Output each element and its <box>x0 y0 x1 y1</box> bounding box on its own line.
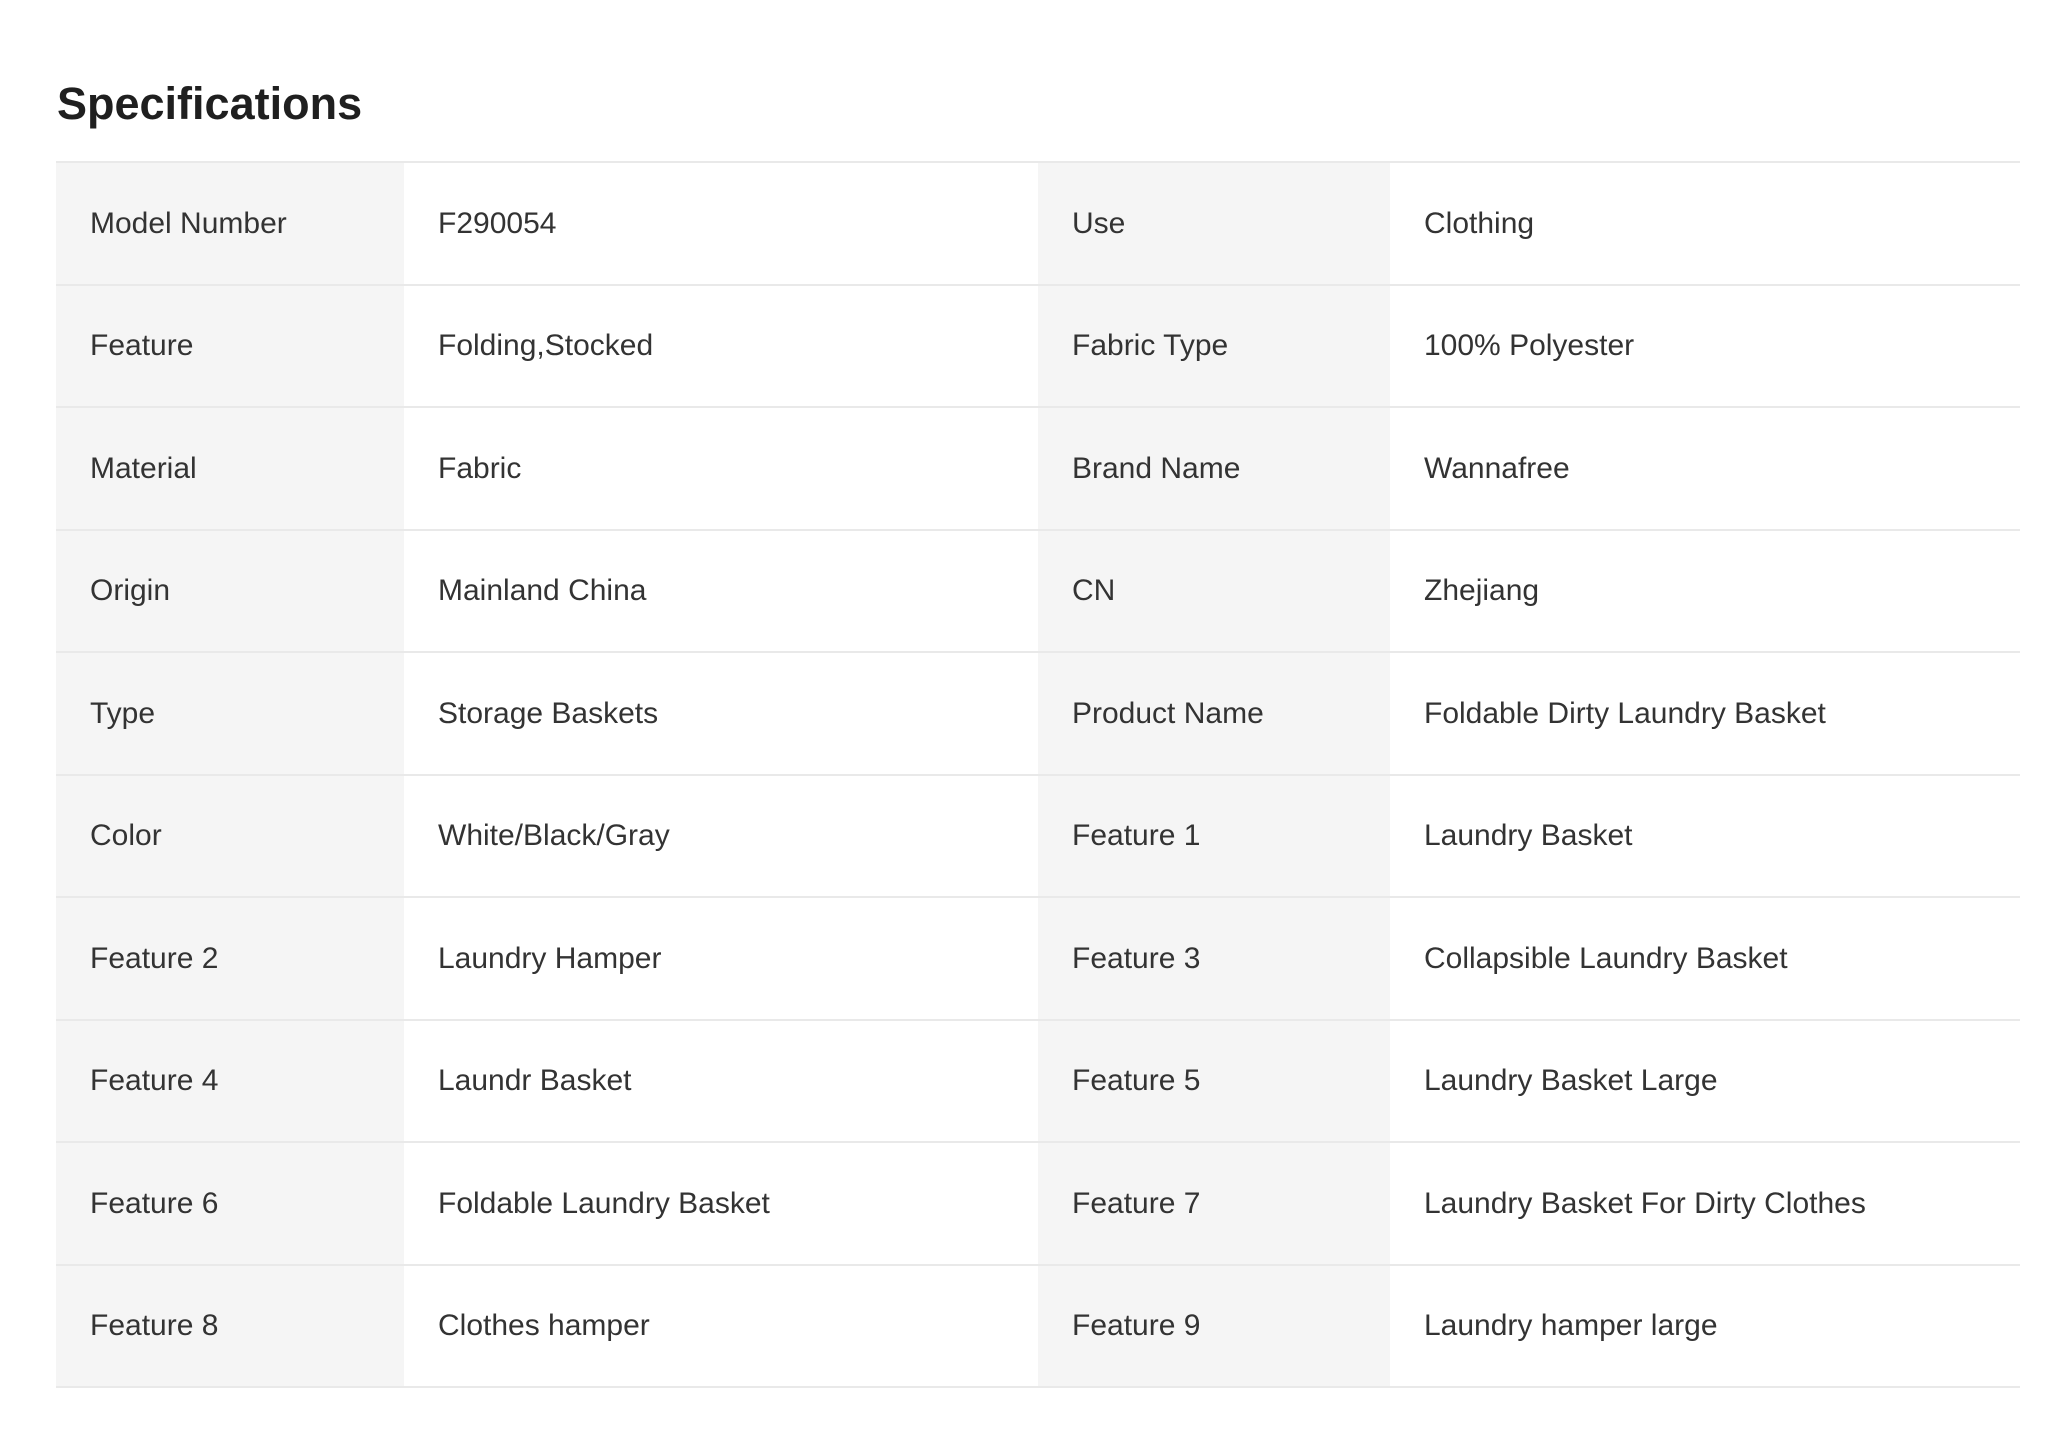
spec-value-cell: Laundry Basket For Dirty Clothes <box>1390 1143 2020 1264</box>
spec-row <box>56 408 2020 531</box>
spec-label-cell: Feature 9 <box>1038 1266 1390 1387</box>
spec-value-cell: Laundry Basket <box>1390 776 2020 897</box>
spec-value-cell: Mainland China <box>404 531 1038 652</box>
spec-row <box>56 531 2020 654</box>
spec-label-cell: Brand Name <box>1038 408 1390 529</box>
spec-value-cell: Clothes hamper <box>404 1266 1038 1387</box>
spec-value-cell: Laundry Basket Large <box>1390 1021 2020 1142</box>
spec-row <box>56 653 2020 776</box>
spec-value-cell: 100% Polyester <box>1390 286 2020 407</box>
spec-label-cell: Feature <box>56 286 404 407</box>
spec-label-cell: Feature 6 <box>56 1143 404 1264</box>
spec-value-cell: Laundr Basket <box>404 1021 1038 1142</box>
spec-value-cell: Collapsible Laundry Basket <box>1390 898 2020 1019</box>
spec-label-cell: Feature 8 <box>56 1266 404 1387</box>
spec-value-cell: Foldable Laundry Basket <box>404 1143 1038 1264</box>
spec-label-cell: Color <box>56 776 404 897</box>
spec-row <box>56 1021 2020 1144</box>
spec-label-cell: Model Number <box>56 163 404 284</box>
spec-value-cell: Laundry hamper large <box>1390 1266 2020 1387</box>
spec-value-cell: Fabric <box>404 408 1038 529</box>
spec-label-cell: Feature 5 <box>1038 1021 1390 1142</box>
spec-label-cell: Feature 3 <box>1038 898 1390 1019</box>
specifications-heading: Specifications <box>57 78 363 129</box>
specifications-table <box>56 161 2020 1388</box>
spec-label-cell: CN <box>1038 531 1390 652</box>
spec-row <box>56 1143 2020 1266</box>
spec-label-cell: Feature 2 <box>56 898 404 1019</box>
spec-label-cell: Feature 1 <box>1038 776 1390 897</box>
spec-row <box>56 163 2020 286</box>
spec-row <box>56 286 2020 409</box>
spec-value-cell: Zhejiang <box>1390 531 2020 652</box>
spec-label-cell: Feature 4 <box>56 1021 404 1142</box>
spec-row <box>56 898 2020 1021</box>
spec-row <box>56 776 2020 899</box>
spec-value-cell: F290054 <box>404 163 1038 284</box>
spec-label-cell: Material <box>56 408 404 529</box>
spec-label-cell: Origin <box>56 531 404 652</box>
spec-value-cell: Folding,Stocked <box>404 286 1038 407</box>
spec-label-cell: Type <box>56 653 404 774</box>
spec-value-cell: Foldable Dirty Laundry Basket <box>1390 653 2020 774</box>
spec-value-cell: Clothing <box>1390 163 2020 284</box>
spec-value-cell: Wannafree <box>1390 408 2020 529</box>
spec-label-cell: Fabric Type <box>1038 286 1390 407</box>
spec-label-cell: Feature 7 <box>1038 1143 1390 1264</box>
spec-value-cell: Laundry Hamper <box>404 898 1038 1019</box>
spec-label-cell: Use <box>1038 163 1390 284</box>
spec-row <box>56 1266 2020 1389</box>
spec-value-cell: White/Black/Gray <box>404 776 1038 897</box>
spec-value-cell: Storage Baskets <box>404 653 1038 774</box>
spec-label-cell: Product Name <box>1038 653 1390 774</box>
